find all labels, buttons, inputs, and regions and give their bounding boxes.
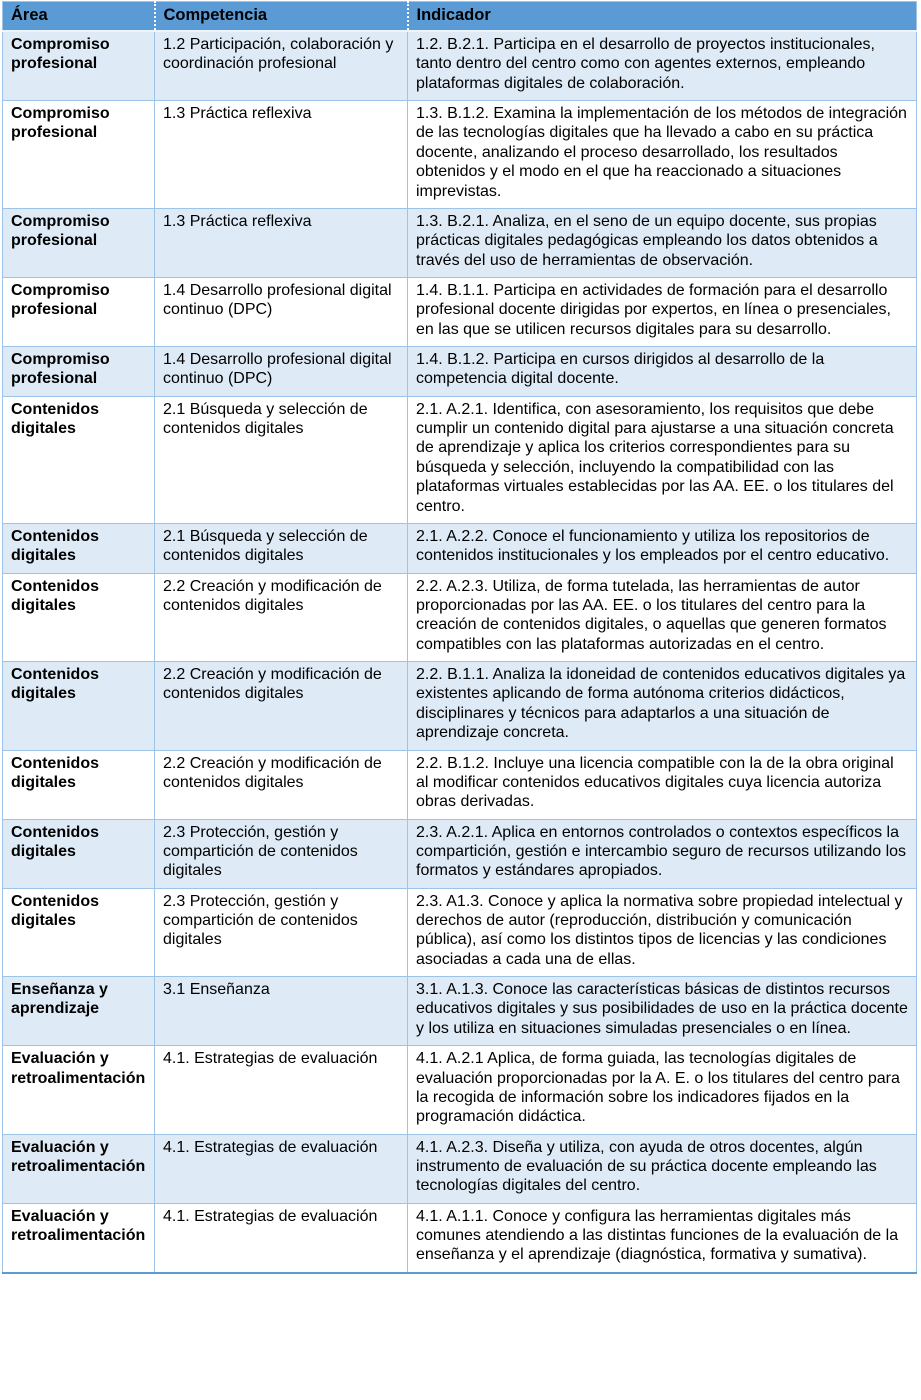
table-row [3,1203,917,1273]
area-cell: Contenidos digitales [3,819,155,888]
area-cell: Compromiso profesional [3,347,155,397]
table-row [3,1046,917,1134]
competencia-cell: 2.3 Protección, gestión y compartición de contenidos digitales [155,819,408,888]
area-cell: Contenidos digitales [3,888,155,976]
table-row [3,662,917,750]
competencia-cell: 1.4 Desarrollo profesional digital continuo (DPC) [155,277,408,346]
table-row [3,208,917,277]
area-cell: Contenidos digitales [3,523,155,573]
competencia-cell: 2.3 Protección, gestión y compartición de contenidos digitales [155,888,408,976]
competencia-cell: 2.1 Búsqueda y selección de contenidos digitales [155,396,408,523]
indicador-cell: 1.4. B.1.1. Participa en actividades de formación para el desarrollo profesional docente dirigidas por expertos, en línea o presenciales, en las que se utilicen recursos digitales para su desarrollo. [408,277,917,346]
indicador-cell: 2.3. A1.3. Conoce y aplica la normativa sobre propiedad intelectual y derechos de autor (reproducción, distribución y comunicación pública), así como los distintos tipos de licencias y las condiciones asociadas a cada una de ellas. [408,888,917,976]
competencia-cell: 1.2 Participación, colaboración y coordinación profesional [155,31,408,101]
table-row [3,977,917,1046]
area-cell: Contenidos digitales [3,750,155,819]
competencia-cell: 1.4 Desarrollo profesional digital continuo (DPC) [155,347,408,397]
area-cell: Compromiso profesional [3,208,155,277]
table-row [3,31,917,101]
column-header-indicador: Indicador [408,2,917,32]
area-cell: Contenidos digitales [3,573,155,661]
indicador-cell: 2.3. A.2.1. Aplica en entornos controlados o contextos específicos la compartición, gestión e intercambio seguro de recursos utilizando los formatos y estándares apropiados. [408,819,917,888]
indicador-cell: 1.4. B.1.2. Participa en cursos dirigidos al desarrollo de la competencia digital docente. [408,347,917,397]
table-body [3,31,917,1273]
column-header-competencia: Competencia [155,2,408,32]
table-row [3,819,917,888]
area-cell: Enseñanza y aprendizaje [3,977,155,1046]
area-cell: Compromiso profesional [3,277,155,346]
area-cell: Contenidos digitales [3,396,155,523]
table-row [3,888,917,976]
competencia-cell: 2.2 Creación y modificación de contenidos digitales [155,750,408,819]
column-header-area: Área [3,2,155,32]
table-header-row [3,2,917,32]
table-row [3,101,917,209]
table-row [3,1134,917,1203]
indicador-cell: 2.2. A.2.3. Utiliza, de forma tutelada, las herramientas de autor proporcionadas por las AA. EE. o los titulares del centro para la creación de contenidos digitales, o aquellas que generen formatos compatibles con las plataformas autorizadas en el centro. [408,573,917,661]
indicador-cell: 2.1. A.2.1. Identifica, con asesoramiento, los requisitos que debe cumplir un contenido digital para ajustarse a una situación concreta de aprendizaje y aplica los criterios correspondientes para su búsqueda y selección, incluyendo la compatibilidad con las plataformas virtuales establecidas por las AA. EE. o los titulares del centro. [408,396,917,523]
area-cell: Evaluación y retroalimentación [3,1134,155,1203]
competencia-cell: 2.1 Búsqueda y selección de contenidos digitales [155,523,408,573]
indicador-cell: 1.3. B.1.2. Examina la implementación de los métodos de integración de las tecnologías digitales que ha llevado a cabo en su práctica docente, analizando el proceso desarrollado, los resultados obtenidos y el modo en el que ha reaccionado a situaciones imprevistas. [408,101,917,209]
competency-table [2,1,917,1274]
competencia-cell: 3.1 Enseñanza [155,977,408,1046]
competencia-cell: 1.3 Práctica reflexiva [155,208,408,277]
indicador-cell: 2.2. B.1.2. Incluye una licencia compatible con la de la obra original al modificar contenidos educativos digitales cuya licencia autoriza obras derivadas. [408,750,917,819]
indicador-cell: 2.1. A.2.2. Conoce el funcionamiento y utiliza los repositorios de contenidos institucionales y los empleados por el centro educativo. [408,523,917,573]
competencia-cell: 4.1. Estrategias de evaluación [155,1203,408,1273]
competencia-cell: 4.1. Estrategias de evaluación [155,1134,408,1203]
indicador-cell: 3.1. A.1.3. Conoce las características básicas de distintos recursos educativos digitales y sus posibilidades de uso en la práctica docente y los utiliza en situaciones simuladas presenciales o en línea. [408,977,917,1046]
indicador-cell: 1.3. B.2.1. Analiza, en el seno de un equipo docente, sus propias prácticas digitales pedagógicas empleando los datos obtenidos a través del uso de herramientas de observación. [408,208,917,277]
indicador-cell: 4.1. A.2.1 Aplica, de forma guiada, las tecnologías digitales de evaluación proporcionadas por la A. E. o los titulares del centro para la recogida de información sobre los indicadores fijados en la programación didáctica. [408,1046,917,1134]
area-cell: Compromiso profesional [3,31,155,101]
competencia-cell: 4.1. Estrategias de evaluación [155,1046,408,1134]
table-row [3,277,917,346]
table-row [3,573,917,661]
area-cell: Evaluación y retroalimentación [3,1046,155,1134]
indicador-cell: 4.1. A.2.3. Diseña y utiliza, con ayuda de otros docentes, algún instrumento de evaluación de su práctica docente empleando las tecnologías digitales del centro. [408,1134,917,1203]
table-row [3,396,917,523]
area-cell: Evaluación y retroalimentación [3,1203,155,1273]
table-row [3,523,917,573]
competencia-cell: 1.3 Práctica reflexiva [155,101,408,209]
table-row [3,750,917,819]
table-row [3,347,917,397]
area-cell: Contenidos digitales [3,662,155,750]
indicador-cell: 1.2. B.2.1. Participa en el desarrollo de proyectos institucionales, tanto dentro del centro como con agentes externos, empleando plataformas digitales de colaboración. [408,31,917,101]
competencia-cell: 2.2 Creación y modificación de contenidos digitales [155,662,408,750]
competencia-cell: 2.2 Creación y modificación de contenidos digitales [155,573,408,661]
indicador-cell: 4.1. A.1.1. Conoce y configura las herramientas digitales más comunes atendiendo a las distintas funciones de la evaluación de la enseñanza y el aprendizaje (diagnóstica, formativa y sumativa). [408,1203,917,1273]
area-cell: Compromiso profesional [3,101,155,209]
indicador-cell: 2.2. B.1.1. Analiza la idoneidad de contenidos educativos digitales ya existentes aplicando de forma autónoma criterios didácticos, disciplinares y técnicos para adaptarlos a una situación de aprendizaje concreta. [408,662,917,750]
